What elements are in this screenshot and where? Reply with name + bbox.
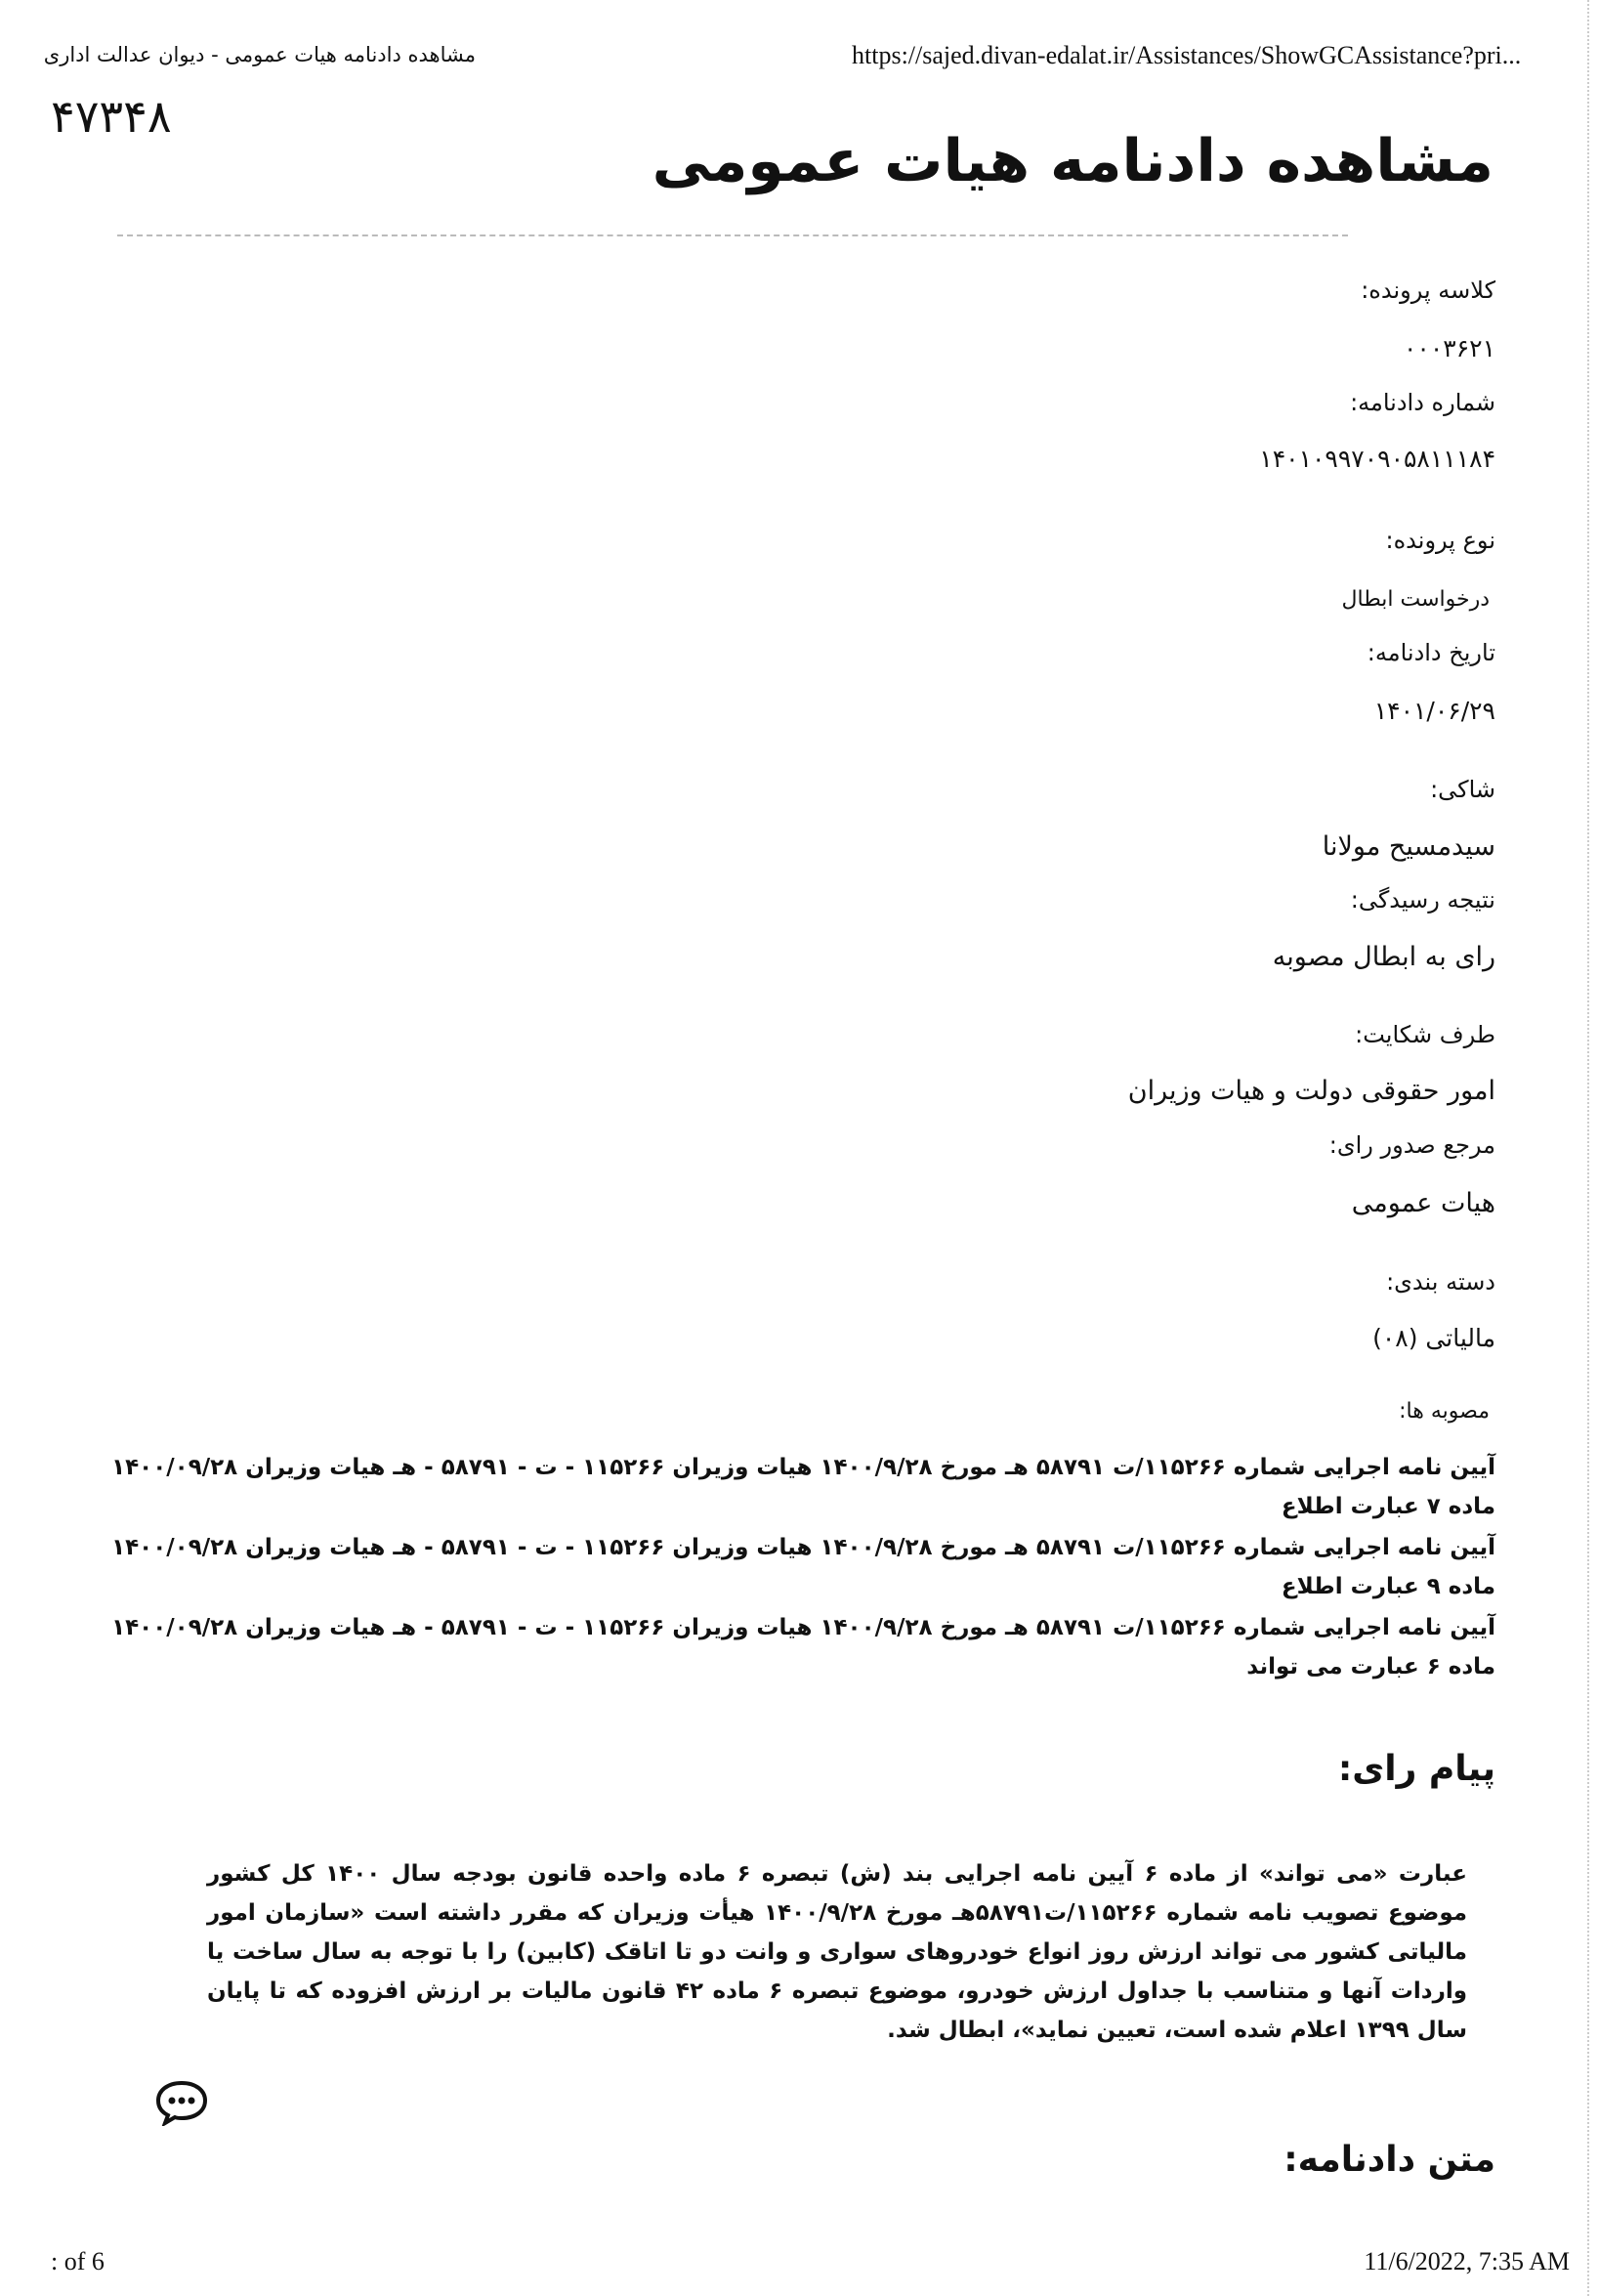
regulation-item (79, 1528, 1495, 1606)
category-label: دسته بندی: (1386, 1268, 1495, 1296)
verdict-date-label: تاریخ دادنامه: (1367, 639, 1495, 666)
plaintiff-value: سیدمسیح مولانا (1322, 831, 1495, 862)
message-body: عبارت «می تواند» از ماده ۶ آیین نامه اجرایی بند (ش) تبصره ۶ ماده واحده قانون بودجه سال ۱۴۰۰ کل کشور موضوع تصویب نامه شماره ۱۱۵۲۶۶/ت۵۸۷۹۱هـ مورخ ۱۴۰۰/۹/۲۸ هیأت وزیران که مقرر داشته است «سازمان امور مالیاتی کشور می تواند ارزش روز انواع خودروهای سواری و وانت دو تا اتاقک (کابین) را با توجه به سال ساخت یا واردات آنها و متناسب با جداول ارزش خودرو، موضوع تبصره ۶ ماده ۴۲ قانون مالیات بر ارزش افزوده که تا پایان سال ۱۳۹۹ اعلام شده است، تعیین نماید»، ابطال شد. (207, 1861, 1467, 2043)
regulation-item (79, 1448, 1495, 1526)
regulation-article: ماده ۷ عبارت اطلاع (1281, 1494, 1495, 1519)
category-value: مالیاتی (۰۸) (1372, 1324, 1495, 1352)
browser-page-title: مشاهده دادنامه هیات عمومی - دیوان عدالت اداری (43, 43, 476, 66)
verdict-number-value: ۱۴۰۱۰۹۹۷۰۹۰۵۸۱۱۱۸۴ (1259, 445, 1495, 473)
page-url: https://sajed.divan-edalat.ir/Assistances/ShowGCAssistance?pri... (852, 41, 1522, 69)
regulations-label: مصوبه ها: (1399, 1399, 1490, 1424)
print-datetime: 11/6/2022, 7:35 AM (1364, 2247, 1570, 2275)
verdict-number-label: شماره دادنامه: (1350, 389, 1495, 416)
case-number-value: ۰۰۰۳۶۲۱ (1404, 334, 1495, 362)
case-type-label: نوع پرونده: (1385, 527, 1495, 554)
regulation-article: ماده ۶ عبارت می تواند (1246, 1654, 1495, 1679)
regulation-article: ماده ۹ عبارت اطلاع (1281, 1574, 1495, 1599)
defendant-value: امور حقوقی دولت و هیات وزیران (1127, 1076, 1495, 1106)
verdict-text-heading: متن دادنامه: (1283, 2140, 1495, 2180)
scan-edge (1587, 0, 1599, 2296)
issuing-authority-value: هیات عمومی (1351, 1188, 1495, 1218)
issuing-authority-label: مرجع صدور رای: (1328, 1131, 1495, 1159)
defendant-label: طرف شکایت: (1355, 1021, 1495, 1048)
page-title: مشاهده دادنامه هیات عمومی (652, 127, 1494, 195)
message-heading: پیام رای: (1337, 1749, 1495, 1789)
chat-bubble-icon[interactable] (154, 2079, 209, 2126)
regulation-title: آیین نامه اجرایی شماره ۱۱۵۲۶۶/ت ۵۸۷۹۱ هـ مورخ ۱۴۰۰/۹/۲۸ هیات وزیران ۱۱۵۲۶۶ - ت - ۵۸۷۹۱ - هـ هیات وزیران ۱۴۰۰/۰۹/۲۸ (111, 1615, 1495, 1640)
regulation-item (79, 1608, 1495, 1686)
result-value: رای به ابطال مصوبه (1272, 942, 1495, 972)
divider (117, 234, 1348, 236)
regulation-title: آیین نامه اجرایی شماره ۱۱۵۲۶۶/ت ۵۸۷۹۱ هـ مورخ ۱۴۰۰/۹/۲۸ هیات وزیران ۱۱۵۲۶۶ - ت - ۵۸۷۹۱ - هـ هیات وزیران ۱۴۰۰/۰۹/۲۸ (111, 1455, 1495, 1480)
case-type-value: درخواست ابطال (1341, 587, 1490, 612)
regulation-title: آیین نامه اجرایی شماره ۱۱۵۲۶۶/ت ۵۸۷۹۱ هـ مورخ ۱۴۰۰/۹/۲۸ هیات وزیران ۱۱۵۲۶۶ - ت - ۵۸۷۹۱ - هـ هیات وزیران ۱۴۰۰/۰۹/۲۸ (111, 1535, 1495, 1560)
handwritten-number: ۴۷۳۴۸ (51, 90, 172, 143)
plaintiff-label: شاکی: (1430, 776, 1495, 803)
page-indicator: : of 6 (51, 2247, 105, 2275)
case-number-label: کلاسه پرونده: (1361, 276, 1495, 304)
verdict-date-value: ۱۴۰۱/۰۶/۲۹ (1373, 697, 1495, 725)
result-label: نتیجه رسیدگی: (1350, 886, 1495, 914)
